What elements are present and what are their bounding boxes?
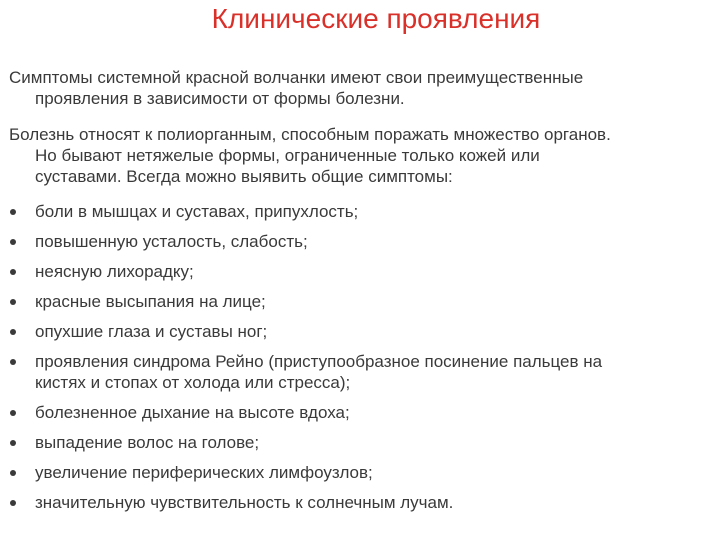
symptom-text: проявления синдрома Рейно (приступообразное посинение пальцев на — [35, 352, 603, 371]
symptom-text: опухшие глаза и суставы ног; — [35, 322, 268, 341]
symptom-list — [0, 201, 720, 522]
description-paragraph — [9, 124, 720, 187]
bullet-dot-icon — [10, 329, 16, 335]
bullet-dot-icon — [10, 269, 16, 275]
symptom-list-item — [0, 492, 720, 513]
symptom-text: значительную чувствительность к солнечным лучам. — [35, 493, 454, 512]
symptom-text: увеличение периферических лимфоузлов; — [35, 463, 373, 482]
symptom-text-continuation: кистях и стопах от холода или стресса); — [35, 373, 351, 392]
symptom-list-item — [0, 462, 720, 483]
bullet-dot-icon — [10, 500, 16, 506]
slide-title: Клинические проявления — [211, 3, 541, 34]
symptom-text: красные высыпания на лице; — [35, 292, 266, 311]
symptom-list-item — [0, 261, 720, 282]
symptom-text: неясную лихорадку; — [35, 262, 194, 281]
bullet-dot-icon — [10, 239, 16, 245]
symptom-list-item — [0, 201, 720, 222]
bullet-dot-icon — [10, 470, 16, 476]
paragraph-line: суставами. Всегда можно выявить общие симптомы: — [35, 167, 453, 186]
bullet-dot-icon — [10, 299, 16, 305]
symptom-text: болезненное дыхание на высоте вдоха; — [35, 403, 350, 422]
bullet-dot-icon — [10, 410, 16, 416]
symptom-text: боли в мышцах и суставах, припухлость; — [35, 202, 359, 221]
paragraph-line: Болезнь относят к полиорганным, способным поражать множество органов. — [9, 125, 611, 144]
symptom-text: повышенную усталость, слабость; — [35, 232, 308, 251]
symptom-list-item — [0, 432, 720, 453]
paragraph-line: проявления в зависимости от формы болезни. — [35, 89, 405, 108]
paragraph-line: Симптомы системной красной волчанки имеют свои преимущественные — [9, 68, 584, 87]
intro-paragraph — [9, 67, 720, 109]
symptom-list-item — [0, 291, 720, 312]
paragraph-line: Но бывают нетяжелые формы, ограниченные только кожей или — [35, 146, 540, 165]
bullet-dot-icon — [10, 209, 16, 215]
bullet-dot-icon — [10, 440, 16, 446]
symptom-list-item — [0, 231, 720, 252]
symptom-text: выпадение волос на голове; — [35, 433, 260, 452]
symptom-list-item — [0, 351, 720, 393]
bullet-dot-icon — [10, 359, 16, 365]
symptom-list-item — [0, 402, 720, 423]
symptom-list-item — [0, 321, 720, 342]
